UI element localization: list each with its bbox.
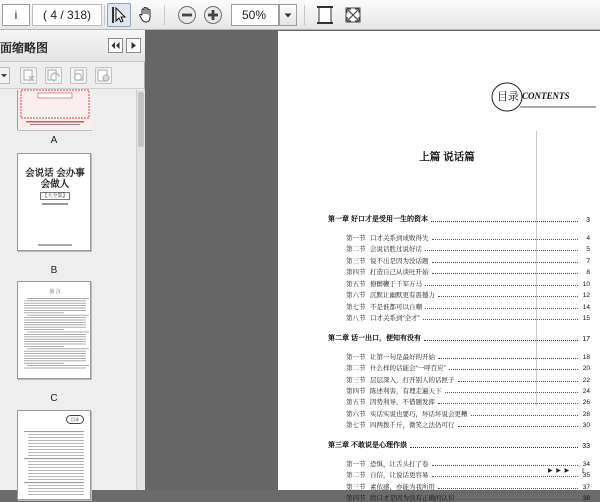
toc-section-row[interactable] xyxy=(346,418,590,429)
toc-section-page: 7 xyxy=(586,257,590,265)
toc-section-page: 14 xyxy=(582,303,590,311)
toc-section-page: 5 xyxy=(586,246,590,254)
toc-leader-dots xyxy=(458,499,579,500)
toc-section-page: 8 xyxy=(586,269,590,277)
toc-section-row[interactable] xyxy=(346,407,590,418)
toc-section-page: 38 xyxy=(582,495,590,502)
toc-section-number: 第六节 xyxy=(346,292,366,300)
zoom-input[interactable] xyxy=(231,4,279,26)
toc-section-title: 实话实说也要巧，坏话坏说会更糟 xyxy=(370,410,468,418)
toc-section-title: 打造自己从谈吐开始 xyxy=(370,269,429,277)
zoom-out-button[interactable] xyxy=(175,3,199,27)
toc-subtitle: CONTENTS xyxy=(522,91,570,101)
toc-section-number: 第七节 xyxy=(346,422,366,430)
thumbnail-d-heading: 目录 xyxy=(66,415,84,424)
toc-section-title: 会说话胜过说好话 xyxy=(370,246,422,254)
chevron-down-icon xyxy=(280,5,296,25)
toc-section-number: 第三节 xyxy=(346,257,366,265)
toc-leader-dots xyxy=(445,392,579,393)
toc-section-number: 第四节 xyxy=(346,495,366,502)
thumbnail-b-subtitle: 【大全集】 xyxy=(40,192,70,200)
zoom-value: 50% xyxy=(242,8,267,22)
toc-section-title: 因势利导，不借题发挥 xyxy=(370,399,435,407)
toc-section-number: 第四节 xyxy=(346,387,366,395)
toc-section-number: 第二节 xyxy=(346,365,366,373)
toc-section-row[interactable] xyxy=(346,361,590,372)
thumbnail-b-title-2: 会做人 xyxy=(40,179,70,190)
toc-leader-dots xyxy=(425,250,578,251)
zoom-in-button[interactable] xyxy=(201,3,225,27)
panel-header xyxy=(0,30,145,62)
toc-section-number: 第三节 xyxy=(346,483,366,491)
options-menu-button[interactable] xyxy=(0,67,10,84)
delete-page-icon xyxy=(21,68,36,83)
toc-section-page: 22 xyxy=(582,376,590,384)
toc-section-number: 第一节 xyxy=(346,235,366,242)
thumbnail-c-heading: 前 言 xyxy=(49,289,61,295)
thumbnail-label-a: A xyxy=(50,135,58,146)
document-page xyxy=(278,31,600,502)
toc-section-title: 自信，让说话更容易 xyxy=(370,472,429,480)
toc-section-page: 26 xyxy=(582,399,590,407)
toc-leader-dots xyxy=(410,447,578,448)
cursor-arrow-icon xyxy=(112,7,126,23)
toc-section-title: 陈述利害，有理走遍天下 xyxy=(370,387,442,395)
collapse-panel-button[interactable] xyxy=(108,38,123,53)
toc-section-title: 段口才是因为没有正确的认识 xyxy=(370,495,455,502)
toc-section-page: 30 xyxy=(582,422,590,430)
chevron-down-icon xyxy=(0,68,9,83)
toc-leader-dots xyxy=(423,319,578,320)
full-screen-button[interactable] xyxy=(341,3,365,27)
toc-leader-dots xyxy=(471,415,579,416)
toc-section-number: 第二节 xyxy=(346,472,366,480)
toc-section-page: 37 xyxy=(582,483,590,491)
toc-leader-dots xyxy=(458,381,579,382)
toc-section-title: 让第一句是最好的开始 xyxy=(370,353,435,361)
toc-section-row[interactable] xyxy=(346,384,590,395)
fit-page-button[interactable] xyxy=(313,3,337,27)
toc-leader-dots xyxy=(432,273,579,274)
toc-chapter-row[interactable] xyxy=(328,331,590,343)
thumbnail-d-text-lines xyxy=(18,411,92,501)
toc-chapter-title: 第二章 话一出口，便知有没有 xyxy=(328,334,421,342)
toc-section-page: 10 xyxy=(582,280,590,288)
panel-title: 面缩略图 xyxy=(0,41,49,55)
page-indicator: ( 4 / 318) xyxy=(42,8,92,22)
toc-leader-dots xyxy=(438,403,578,404)
toc-leader-dots xyxy=(431,221,578,222)
thumbnail-b-title-1: 会说话 会办事 xyxy=(25,168,85,179)
toc-section-title: 不是谁都可以自嘲 xyxy=(370,303,422,311)
scrollbar-thumb[interactable] xyxy=(138,92,144,147)
toc-section-page: 20 xyxy=(582,365,590,373)
toc-section-row[interactable] xyxy=(346,254,590,265)
toc-section-title: 什么样的话能会“一呼百应” xyxy=(370,365,446,373)
panel-forward-button[interactable] xyxy=(126,38,141,53)
toc-section-number: 第五节 xyxy=(346,280,366,288)
thumbnail-list xyxy=(0,90,136,490)
toc-section-title: 口才关系到成败得失 xyxy=(370,235,429,242)
rotate-page-icon xyxy=(46,68,61,83)
toc-section-number: 第二节 xyxy=(346,246,366,254)
fit-page-icon xyxy=(316,5,334,25)
toc-section-number: 第一节 xyxy=(346,353,366,361)
zoom-dropdown-button[interactable] xyxy=(279,4,297,26)
toc-chapter-row[interactable] xyxy=(328,212,590,224)
toc-section-number: 第八节 xyxy=(346,315,366,323)
toc-section-number: 第七节 xyxy=(346,303,366,311)
toc-section-title: 撩醉鞭于千军万马 xyxy=(370,280,422,288)
thumbnail-b-publisher xyxy=(38,244,72,246)
toc-leader-dots xyxy=(424,340,578,341)
toolbar xyxy=(0,0,600,30)
thumbnail-page-c[interactable] xyxy=(17,281,91,379)
thumbnail-a-preview xyxy=(18,90,92,130)
toc-section-title: 四两拨千斤，微笑之法仍可行 xyxy=(370,422,455,430)
toc-leader-dots xyxy=(449,369,578,370)
toc-section-page: 4 xyxy=(586,235,590,242)
toc-leader-dots xyxy=(458,426,579,427)
toc-chapter-title: 第三章 不敢说是心理作祟 xyxy=(328,441,407,449)
footer-arrows: ▶ ▶ ▶ xyxy=(548,468,571,474)
page-number-field[interactable] xyxy=(32,4,102,26)
thumbnail-c-text-lines xyxy=(18,282,92,380)
extract-page-icon xyxy=(71,68,86,83)
toc-section-row[interactable] xyxy=(346,491,590,502)
toc-chapter-page: 17 xyxy=(582,335,590,343)
thumbnail-label-b: B xyxy=(50,265,58,276)
toc-leader-dots xyxy=(425,285,578,286)
toc-leader-dots xyxy=(438,488,578,489)
page-properties-button[interactable] xyxy=(95,67,112,84)
document-viewer xyxy=(145,30,600,502)
toc-section-number: 第一节 xyxy=(346,460,366,468)
toc-leader-dots xyxy=(438,358,578,359)
toc-section-row[interactable] xyxy=(346,311,590,322)
toc-chapter-title: 第一章 好口才是受用一生的资本 xyxy=(328,216,428,223)
thumbnail-page-a[interactable] xyxy=(17,90,91,130)
thumbnails-panel xyxy=(0,30,145,490)
toc-section-title: 口才关系到“全才” xyxy=(370,315,420,323)
toc-leader-dots xyxy=(425,308,578,309)
panel-toolbar xyxy=(0,63,145,89)
toc-leader-dots xyxy=(438,296,578,297)
toc-section-number: 第四节 xyxy=(346,269,366,277)
thumbnail-b-rule xyxy=(42,203,68,205)
toc-section-page: 24 xyxy=(582,387,590,395)
toc-section-number: 第三节 xyxy=(346,376,366,384)
full-screen-icon xyxy=(343,5,363,25)
extract-page-button[interactable] xyxy=(70,67,87,84)
part-title: 上篇 说话篇 xyxy=(419,151,475,163)
toc-section-row[interactable] xyxy=(346,395,590,406)
toc-leader-dots xyxy=(432,239,579,240)
toc-section-row[interactable] xyxy=(346,277,590,288)
toc-section-row[interactable] xyxy=(346,480,590,491)
toc-title: 目录 xyxy=(497,91,519,103)
thumbnail-scrollbar[interactable] xyxy=(136,90,145,490)
zoom-in-icon xyxy=(203,5,223,25)
toc-section-title: 说不出是因为没话题 xyxy=(370,257,429,265)
select-cursor-button[interactable] xyxy=(107,3,131,27)
toc-section-page: 12 xyxy=(582,292,590,300)
toc-chapter-page: 3 xyxy=(586,217,590,224)
zoom-out-icon xyxy=(177,5,197,25)
toc-section-row[interactable] xyxy=(346,242,590,253)
select-tool-dropdown[interactable] xyxy=(2,4,30,26)
toc-leader-dots xyxy=(432,262,579,263)
page-properties-icon xyxy=(96,68,111,83)
toc-section-title: 沉默让幽默更有震撼力 xyxy=(370,292,435,300)
toc-section-title: 恐惧，让舌头打了卷 xyxy=(370,460,429,468)
toc-leader-dots xyxy=(432,465,579,466)
thumbnail-label-c: C xyxy=(50,393,58,404)
toc-section-page: 15 xyxy=(582,315,590,323)
toc-chapter-page: 33 xyxy=(582,442,590,450)
toc-section-page: 34 xyxy=(582,460,590,468)
toc-section-page: 18 xyxy=(582,353,590,361)
toc-leader-dots xyxy=(432,476,579,477)
toc-section-row[interactable] xyxy=(346,300,590,311)
toc-section-title: 层层深入，打开别人的话匣子 xyxy=(370,376,455,384)
toc-section-number: 第五节 xyxy=(346,399,366,407)
toc-section-row[interactable] xyxy=(346,231,590,242)
toc-section-page: 28 xyxy=(582,410,590,418)
thumbnail-page-b[interactable] xyxy=(17,153,91,251)
hand-icon xyxy=(137,6,155,24)
rotate-page-button[interactable] xyxy=(45,67,62,84)
double-chevron-left-icon xyxy=(109,39,122,52)
select-tool-value: i xyxy=(14,8,18,22)
thumbnail-page-d[interactable] xyxy=(17,410,91,500)
delete-page-button[interactable] xyxy=(20,67,37,84)
toc-section-row[interactable] xyxy=(346,288,590,299)
toc-section-page: 35 xyxy=(582,472,590,480)
toc-section-title: 素依感，亦能为我所用 xyxy=(370,483,435,491)
page-number: 1 xyxy=(581,466,585,475)
hand-tool-button[interactable] xyxy=(134,3,158,27)
chevron-right-icon xyxy=(127,39,140,52)
toc-section-row[interactable] xyxy=(346,265,590,276)
toc-section-number: 第六节 xyxy=(346,410,366,418)
toc-chapter-row[interactable] xyxy=(328,438,590,450)
toc-section-row[interactable] xyxy=(346,373,590,384)
toc-section-row[interactable] xyxy=(346,350,590,361)
